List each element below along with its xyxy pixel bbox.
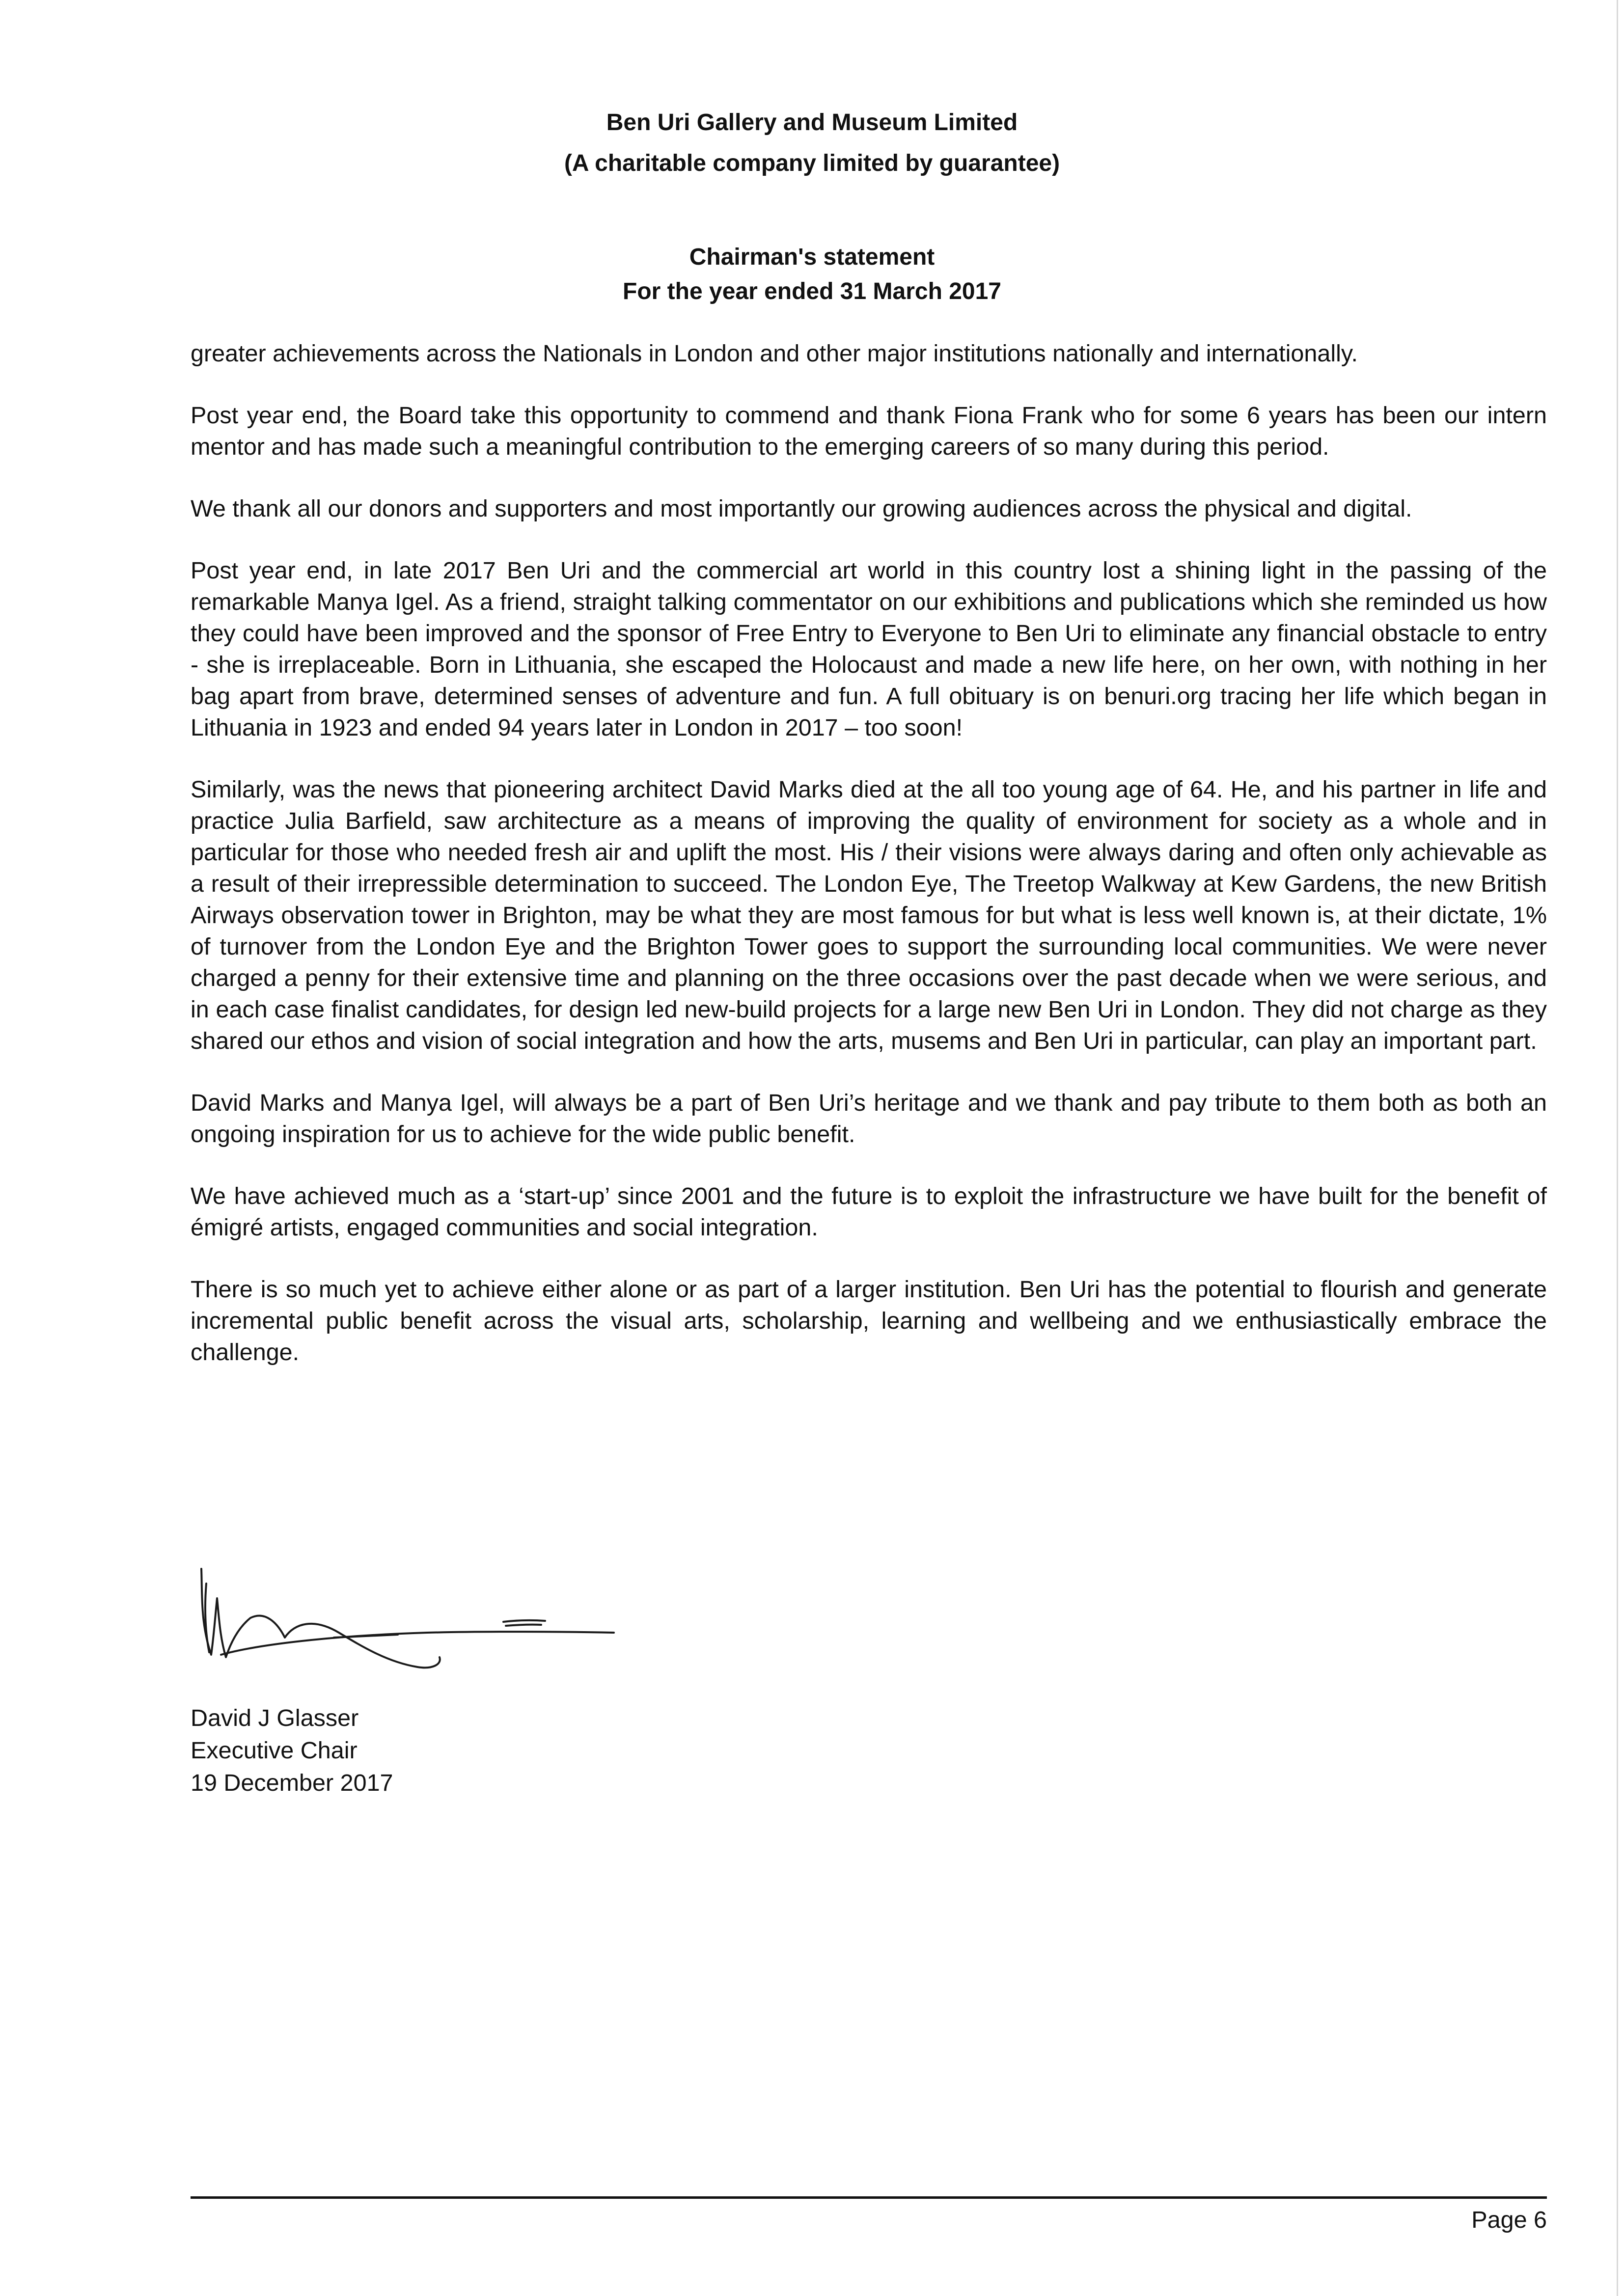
signoff-date: 19 December 2017 xyxy=(191,1770,393,1796)
footer-rule xyxy=(191,2196,1547,2199)
paragraph: greater achievements across the Nationals in London and other major institutions nationally and internationally. xyxy=(191,340,1358,367)
statement-title: Chairman's statement xyxy=(689,244,935,270)
statement-body xyxy=(191,338,1547,1398)
signoff-block xyxy=(191,1702,393,1799)
paragraph: Post year end, the Board take this opportunity to commend and thank Fiona Frank who for some 6 years has been our intern mentor and has made such a meaningful contribution to the emerging careers of so many during this period. xyxy=(191,402,1547,460)
signatory-role: Executive Chair xyxy=(191,1737,358,1764)
paragraph: We have achieved much as a ‘start-up’ since 2001 and the future is to exploit the infrastructure we have built for the benefit of émigré artists, engaged communities and social integration. xyxy=(191,1183,1547,1241)
paragraph: There is so much yet to achieve either alone or as part of a larger institution. Ben Uri has the potential to flourish and generate incremental public benefit across the visual arts, scholarship, learning and wellbeing and we enthusiastically embrace the challenge. xyxy=(191,1276,1547,1366)
organisation-name: Ben Uri Gallery and Museum Limited xyxy=(606,109,1018,136)
paragraph: Similarly, was the news that pioneering architect David Marks died at the all too young age of 64. He, and his partner in life and practice Julia Barfield, saw architecture as a means of improving the quality of environment for society as a whole and in particular for those who needed fresh air and uplift the most. His / their visions were always daring and often only achievable as a result of their irrepressible determination to succeed. The London Eye, The Treetop Walkway at Kew Gardens, the new British Airways observation tower in Brighton, may be what they are most famous for but what is less well known is, at their dictate, 1% of turnover from the London Eye and the Brighton Tower goes to support the surrounding local communities. We were never charged a penny for their extensive time and planning on the three occasions over the past decade when we were serious, and in each case finalist candidates, for design led new-build projects for a large new Ben Uri in London. They did not charge as they shared our ethos and vision of social integration and how the arts, musems and Ben Uri in particular, can play an important part. xyxy=(191,776,1547,1054)
statement-period: For the year ended 31 March 2017 xyxy=(623,278,1001,304)
paragraph: Post year end, in late 2017 Ben Uri and the commercial art world in this country lost a shining light in the passing of the remarkable Manya Igel. As a friend, straight talking commentator on our exhibitions and publications which she reminded us how they could have been improved and the sponsor of Free Entry to Everyone to Ben Uri to eliminate any financial obstacle to entry - she is irreplaceable. Born in Lithuania, she escaped the Holocaust and made a new life here, on her own, with nothing in her bag apart from brave, determined senses of adventure and fun. A full obituary is on benuri.org tracing her life which began in Lithuania in 1923 and ended 94 years later in London in 2017 – too soon! xyxy=(191,557,1547,741)
paragraph: We thank all our donors and supporters and most importantly our growing audiences across the physical and digital. xyxy=(191,495,1412,522)
signatory-name: David J Glasser xyxy=(191,1705,359,1731)
handwritten-signature xyxy=(192,1564,633,1692)
paragraph: David Marks and Manya Igel, will always be a part of Ben Uri’s heritage and we thank and pay tribute to them both as both an ongoing inspiration for us to achieve for the wide public benefit. xyxy=(191,1090,1547,1148)
organisation-subtitle: (A charitable company limited by guarantee) xyxy=(564,150,1060,176)
scan-edge-line xyxy=(1617,0,1618,2296)
page-number: Page 6 xyxy=(1471,2207,1547,2233)
